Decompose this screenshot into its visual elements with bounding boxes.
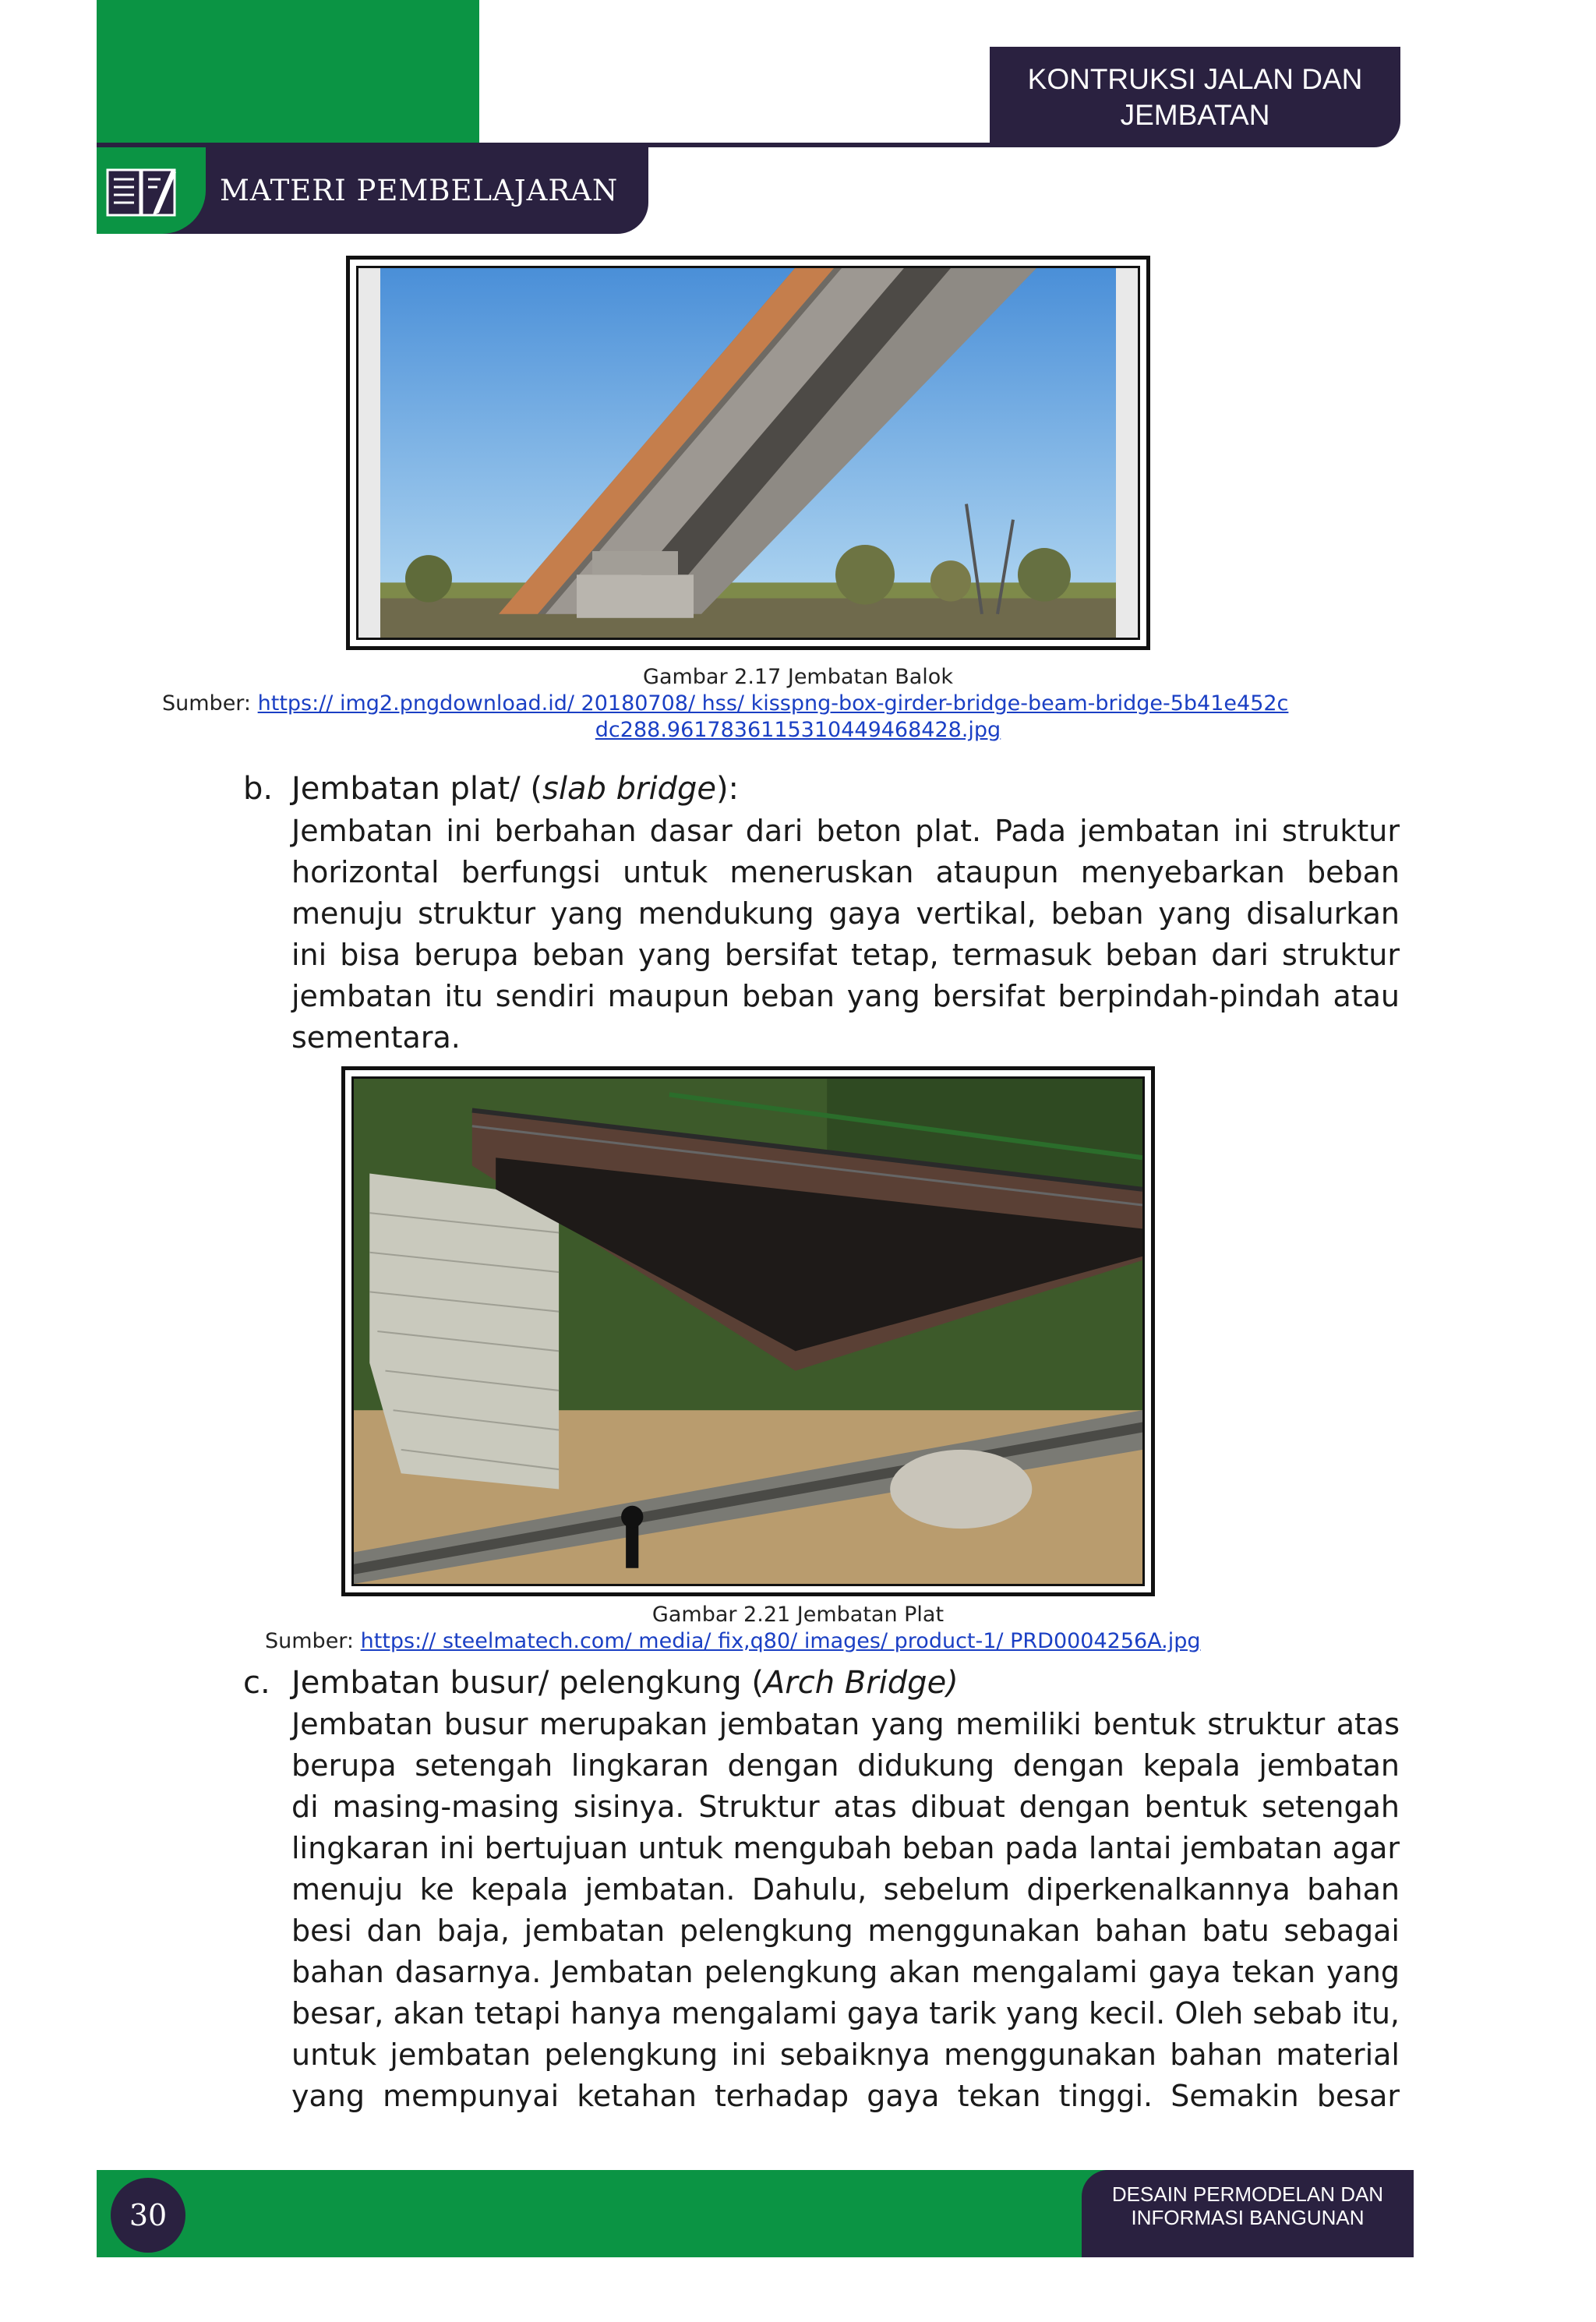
book-title-line2: JEMBATAN — [1120, 98, 1270, 131]
section-c-line: untuk jembatan pelengkung ini sebaiknya menggunakan bahan material — [291, 2037, 1400, 2072]
section-c-line: Jembatan busur merupakan jembatan yang memiliki bentuk struktur atas — [291, 1707, 1400, 1741]
section-c-line: berupa setengah lingkaran dengan didukung dengan kepala jembatan — [291, 1748, 1400, 1783]
section-c-title-italic: Arch Bridge) — [763, 1665, 959, 1701]
section-b-line: jembatan itu sendiri maupun beban yang bersifat berpindah-pindah atau — [291, 979, 1400, 1013]
section-b-title-italic: slab bridge — [542, 771, 716, 807]
figure2-source — [265, 1628, 1434, 1655]
section-b-line: horizontal berfungsi untuk meneruskan ataupun menyebarkan beban — [291, 855, 1400, 889]
section-label: MATERI PEMBELAJARAN — [220, 174, 619, 207]
figure1-source-prefix: Sumber: — [162, 691, 252, 716]
footer-subject-line2: INFORMASI BANGUNAN — [1131, 2206, 1365, 2229]
figure2-source-link[interactable]: https:// steelmatech.com/ media/ fix,q80/ images/ product-1/ PRD0004256A.jpg — [360, 1629, 1201, 1653]
figure1-source-continued — [0, 717, 1596, 744]
section-c-paragraph — [291, 1704, 1400, 2117]
beam-bridge-photo — [356, 266, 1140, 640]
section-c-heading — [291, 1662, 959, 1704]
figure1-source-link-line2[interactable]: dc288.9617836115310449468428.jpg — [595, 718, 1001, 742]
figure2-caption: Gambar 2.21 Jembatan Plat — [651, 1603, 945, 1627]
section-b-line: sementara. — [291, 1020, 461, 1055]
section-b-line: ini bisa berupa beban yang bersifat tetap, termasuk beban dari struktur — [291, 938, 1400, 972]
footer-subject-line1: DESAIN PERMODELAN DAN — [1111, 2182, 1384, 2206]
section-c-line: besar, akan tetapi hanya mengalami gaya tarik yang kecil. Oleh sebab itu, — [291, 1996, 1400, 2030]
section-c-line: menuju ke kepala jembatan. Dahulu, sebelum diperkenalkannya bahan — [291, 1872, 1400, 1907]
slab-bridge-photo — [351, 1076, 1145, 1586]
section-c-line: besi dan baja, jembatan pelengkung menggunakan bahan batu sebagai — [291, 1914, 1400, 1948]
figure1-source — [162, 691, 1440, 717]
figure2-source-prefix: Sumber: — [265, 1629, 355, 1653]
section-c-line: yang mempunyai ketahan terhadap gaya tekan tinggi. Semakin besar — [291, 2079, 1400, 2113]
header-green-block — [97, 0, 479, 143]
section-b-heading — [291, 768, 739, 810]
book-title-line1: KONTRUKSI JALAN DAN — [1027, 62, 1363, 95]
section-b-title-post: ): — [715, 771, 740, 807]
section-c-line: bahan dasarnya. Jembatan pelengkung akan mengalami gaya tekan yang — [291, 1955, 1400, 1989]
section-c-marker: c. — [243, 1665, 270, 1701]
section-b-line: menuju struktur yang mendukung gaya vertikal, beban yang disalurkan — [291, 896, 1400, 931]
section-c-line: di masing-masing sisinya. Struktur atas dibuat dengan bentuk setengah — [291, 1790, 1400, 1824]
book-pencil-icon — [106, 165, 178, 220]
section-b-marker: b. — [243, 771, 274, 807]
section-c-line: lingkaran ini bertujuan untuk mengubah beban pada lantai jembatan agar — [291, 1831, 1400, 1865]
section-b-line: Jembatan ini berbahan dasar dari beton plat. Pada jembatan ini struktur — [291, 814, 1400, 848]
figure1-caption: Gambar 2.17 Jembatan Balok — [643, 665, 953, 689]
book-title-tab — [990, 47, 1400, 147]
page-number: 30 — [111, 2178, 185, 2253]
figure1-source-link[interactable]: https:// img2.pngdownload.id/ 20180708/ hss/ kisspng-box-girder-bridge-beam-bridge-5b41e452c — [257, 691, 1289, 716]
figure-slab-bridge — [341, 1066, 1155, 1596]
section-c-title-pre: Jembatan busur/ pelengkung ( — [291, 1665, 764, 1701]
section-b-paragraph — [291, 811, 1400, 1059]
section-b-title-pre: Jembatan plat/ ( — [291, 771, 543, 807]
footer-subject — [1082, 2182, 1414, 2229]
figure-beam-bridge — [346, 256, 1150, 650]
